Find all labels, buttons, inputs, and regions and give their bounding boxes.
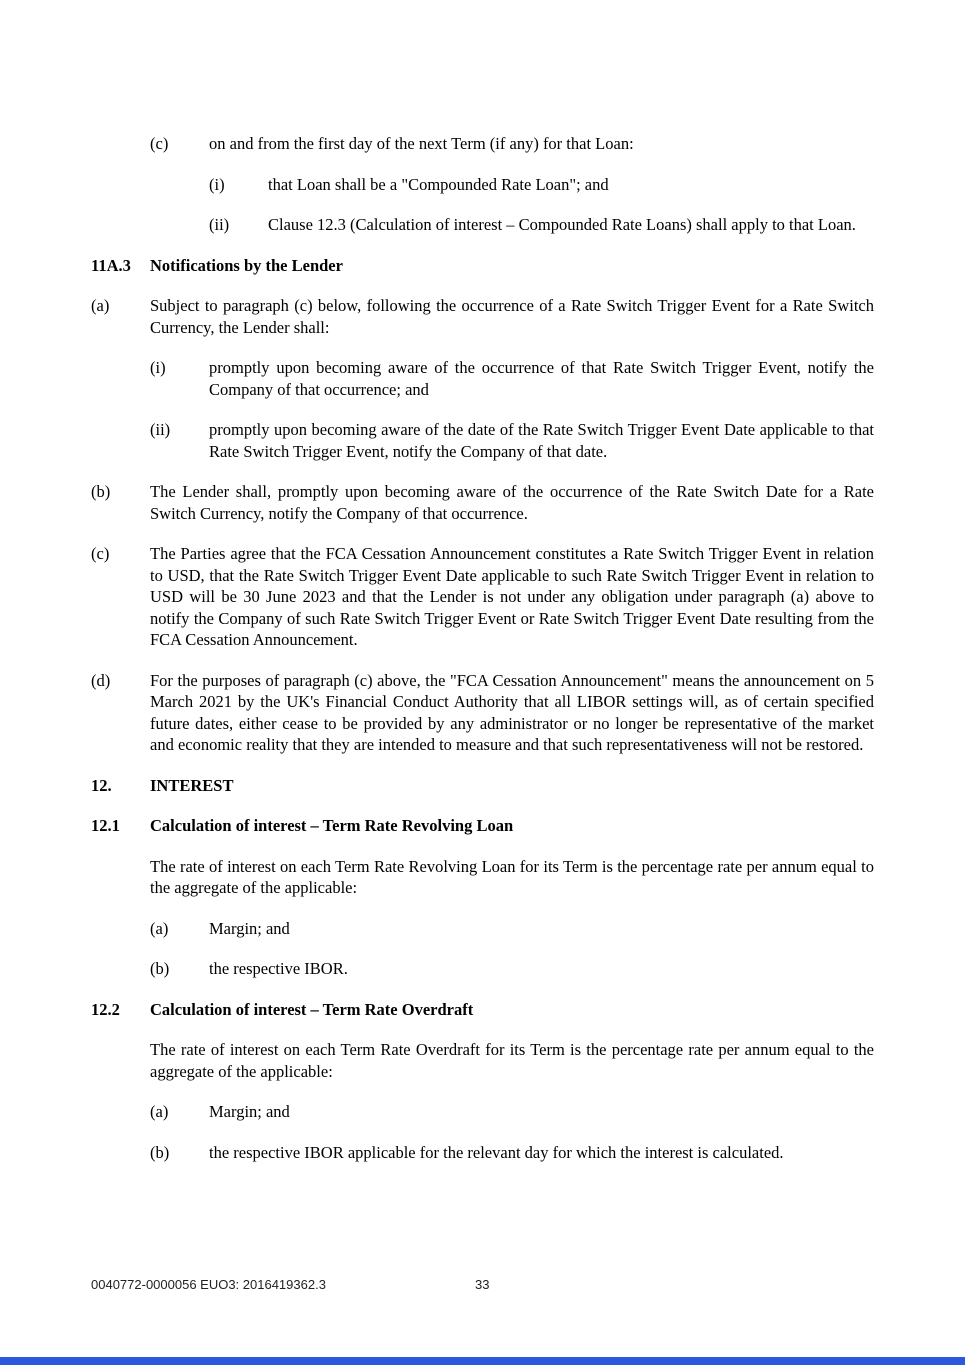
clause-row	[150, 357, 874, 400]
clause-text: on and from the first day of the next Term (if any) for that Loan:	[209, 134, 634, 153]
body-paragraph: The rate of interest on each Term Rate Overdraft for its Term is the percentage rate per annum equal to the aggregate of the applicable:	[150, 1040, 874, 1081]
bottom-accent-bar	[0, 1357, 965, 1365]
clause-marker: (ii)	[209, 215, 230, 234]
clause-marker: (ii)	[150, 420, 171, 439]
clause-marker: (b)	[150, 959, 170, 978]
clause-row	[209, 174, 874, 196]
page-footer	[0, 1277, 965, 1295]
section-number: 11A.3	[91, 255, 131, 275]
clause-row	[150, 958, 874, 980]
clause-row	[91, 295, 874, 338]
section-heading-12-1	[91, 815, 874, 837]
page-number: 33	[475, 1277, 490, 1292]
clause-text: Margin; and	[209, 1102, 290, 1121]
clause-marker: (a)	[91, 296, 110, 315]
clause-marker: (d)	[91, 670, 111, 690]
clause-marker: (c)	[150, 134, 169, 153]
clause-row	[150, 133, 874, 155]
body-paragraph: The rate of interest on each Term Rate Revolving Loan for its Term is the percentage rate per annum equal to the aggregate of the applicable:	[150, 856, 874, 897]
clause-row	[150, 419, 874, 462]
section-number: 12.	[91, 775, 112, 795]
clause-text: The Parties agree that the FCA Cessation Announcement constitutes a Rate Switch Trigger Event in relation to USD, that the Rate Switch Trigger Event Date applicable to such Rate Switch Trigger Event in relation to USD will be 30 June 2023 and that the Lender is not under any obligation under paragraph (a) above to notify the Company of such Rate Switch Trigger Event or Rate Switch Trigger Event Date resulting from the FCA Cessation Announcement.	[150, 544, 874, 649]
clause-row	[91, 543, 874, 651]
clause-marker: (b)	[91, 482, 111, 501]
section-heading-12	[91, 775, 874, 797]
clause-marker: (a)	[150, 918, 169, 938]
clause-marker: (b)	[150, 1142, 170, 1162]
clause-text: Subject to paragraph (c) below, following the occurrence of a Rate Switch Trigger Event for a Rate Switch Currency, the Lender shall:	[150, 296, 874, 337]
clause-marker: (i)	[150, 358, 166, 377]
section-title: INTEREST	[150, 775, 234, 795]
clause-row	[150, 1101, 874, 1123]
clause-text: the respective IBOR.	[209, 959, 348, 978]
clause-row	[150, 1142, 874, 1164]
section-number: 12.1	[91, 816, 120, 835]
section-number: 12.2	[91, 999, 120, 1019]
clause-text: that Loan shall be a "Compounded Rate Loan"; and	[268, 174, 609, 194]
clause-text: the respective IBOR applicable for the relevant day for which the interest is calculated.	[209, 1142, 784, 1162]
section-title: Notifications by the Lender	[150, 255, 343, 275]
clause-text: The Lender shall, promptly upon becoming aware of the occurrence of the Rate Switch Date for a Rate Switch Currency, notify the Company of that occurrence.	[150, 482, 874, 523]
clause-row	[209, 214, 874, 236]
clause-marker: (c)	[91, 544, 110, 563]
clause-row	[150, 918, 874, 940]
clause-row	[91, 670, 874, 756]
clause-marker: (i)	[209, 174, 225, 194]
clause-text: Clause 12.3 (Calculation of interest – Compounded Rate Loans) shall apply to that Loan.	[268, 215, 856, 234]
section-heading-11A3	[91, 255, 874, 277]
section-title: Calculation of interest – Term Rate Overdraft	[150, 999, 474, 1019]
clause-text: promptly upon becoming aware of the occurrence of that Rate Switch Trigger Event, notify the Company of that occurrence; and	[209, 358, 874, 399]
footer-doc-ref: 0040772-0000056 EUO3: 2016419362.3	[91, 1277, 326, 1292]
section-title: Calculation of interest – Term Rate Revolving Loan	[150, 816, 514, 835]
clause-row	[91, 481, 874, 524]
clause-text: Margin; and	[209, 918, 290, 938]
clause-text: promptly upon becoming aware of the date of the Rate Switch Trigger Event Date applicable to that Rate Switch Trigger Event, notify the Company of that date.	[209, 420, 874, 461]
section-heading-12-2	[91, 999, 874, 1021]
clause-text: For the purposes of paragraph (c) above, the "FCA Cessation Announcement" means the announcement on 5 March 2021 by the UK's Financial Conduct Authority that all LIBOR settings will, as of certain specified future dates, either cease to be provided by any administrator or no longer be representative of the market and economic reality that they are intended to measure and that such representativeness will not be restored.	[150, 670, 874, 754]
clause-marker: (a)	[150, 1102, 169, 1121]
